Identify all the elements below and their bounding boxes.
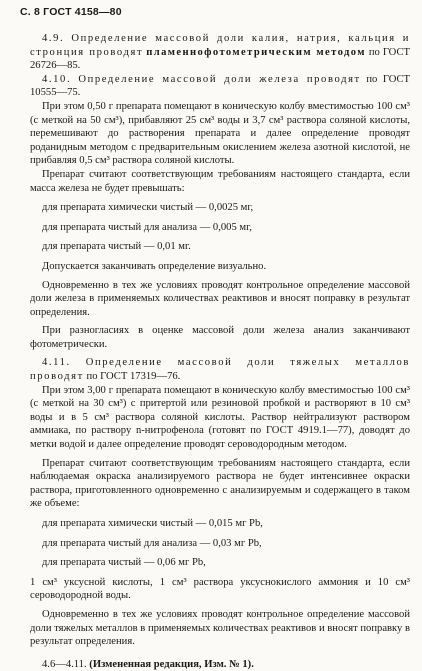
section-4-10-para-2: Препарат считают соответствующим требованиям настоящего стандарта, если масса железа не будет превышать: — [30, 168, 410, 194]
section-4-9-method: пламеннофотометрическим методом — [146, 46, 366, 58]
section-4-10-para-1: При этом 0,50 г препарата помещают в коническую колбу вместимостью 100 см³ (с меткой на 50 см³), прибавляют 25 см³ воды и 3,7 см³ раствора соляной кислоты, перемешивают до растворения препарата и далее определение проводят роданидным методом с предварительным окислением железа азотной кислотой, не прибавляя 0,5 см³ раствора соляной кислоты. — [30, 100, 410, 167]
iron-limit-item: для препарата химически чистый — 0,0025 мг, — [42, 202, 254, 214]
iron-limit-item: для препарата чистый — 0,01 мг. — [42, 241, 191, 253]
heavy-metal-limit-item: для препарата чистый — 0,06 мг Pb, — [42, 557, 206, 569]
section-4-10-para-5: При разногласиях в оценке массовой доли железа анализ заканчивают фотометрически. — [30, 325, 410, 350]
section-4-9 — [30, 32, 410, 73]
amendment-note — [30, 658, 410, 671]
section-4-11-lead: 4.11. Определение массовой доли тяжелых металлов проводят — [30, 357, 410, 383]
heavy-metal-limit-item: для препарата чистый для анализа — 0,03 мг Pb, — [42, 537, 262, 549]
section-4-10-para-3: Допускается заканчивать определение визуально. — [42, 260, 267, 272]
section-4-10-para-4: Одновременно в тех же условиях проводят контрольное определение массовой доли железа в применяемых количествах реактивов и вносят поправку в результат определения. — [30, 279, 410, 318]
heavy-metal-limit-item: для препарата химически чистый — 0,015 мг Pb, — [42, 518, 263, 529]
section-4-11-para-2: Препарат считают соответствующим требованиям настоящего стандарта, если наблюдаемая окраска анализируемого раствора не будет интенсивнее окраски раствора, приготовленного одновременно с анализируемым и содержащего в таком же объеме: — [30, 457, 410, 510]
heavy-metal-limits-list — [30, 517, 410, 570]
iron-limit-item: для препарата чистый для анализа — 0,005 мг, — [42, 221, 252, 233]
page-header: С. 8 ГОСТ 4158—80 — [20, 6, 122, 18]
section-4-11-tail: по ГОСТ 17319—76. — [86, 371, 181, 383]
section-4-11-para-3: 1 см³ уксусной кислоты, 1 см³ раствора уксуснокислого аммония и 10 см³ сероводородной воды. — [30, 576, 410, 602]
section-4-10-lead: 4.10. Определение массовой доли железа проводят — [42, 73, 361, 85]
section-4-11-para-4: Одновременно в тех же условиях проводят контрольное определение массовой доли тяжелых металлов в применяемых количествах реактивов и вносят поправку в результат определения. — [30, 608, 410, 648]
section-4-10-heading — [30, 73, 410, 100]
section-4-11-para-1: При этом 3,00 г препарата помещают в коническую колбу вместимостью 100 см³ (с меткой на 30 см³) с притертой или резиновой пробкой и растворяют в 10 см³ воды и в 5 см³ раствора соляной кислоты. Раствор нейтрализуют раствором аммиака, по раствору n-нитрофенола (готовят по ГОСТ 4919.1—77), доводят до метки водой и далее определение проводят сероводородным методом. — [30, 384, 410, 451]
section-4-9-lead: 4.9. Определение массовой доли калия, натрия, кальция и стронция проводят — [30, 33, 410, 58]
amendment-text: (Измененная редакция, Изм. № 1). — [89, 658, 254, 670]
section-4-11-heading — [30, 356, 410, 383]
section-4-10-tail: по ГОСТ 10555—75. — [30, 73, 411, 99]
section-4-9-tail: по ГОСТ 26726—85. — [30, 46, 410, 72]
amendment-range: 4.6—4.11. — [42, 658, 87, 670]
iron-limits-list — [30, 201, 410, 254]
